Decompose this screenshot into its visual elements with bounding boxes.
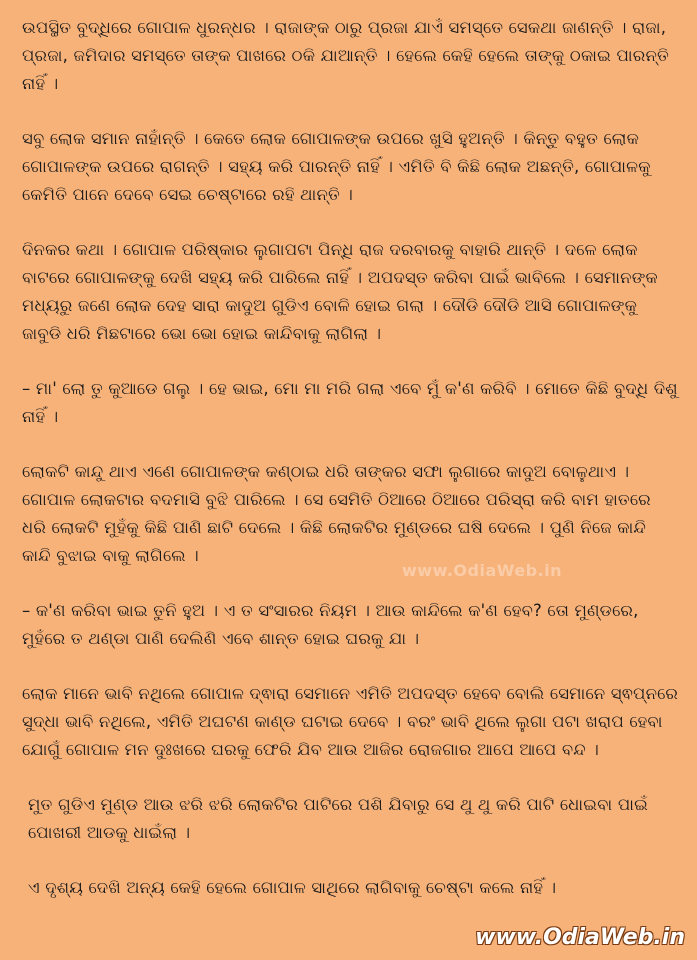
paragraph-5: ଲୋକଟି କାନ୍ଦୁ ଥାଏ ଏଣେ ଗୋପାଳଙ୍କ କଣ୍ଠାଇ ଧରି ତାଙ୍କର ସଫା ଲୁଗାରେ କାଦୁଅ ବୋଳୁଥାଏ । ଗୋପାଳ ଲୋକଟାର ବଦମାସି ବୁଝି ପାରିଲେ । ସେ ସେମିତି ଠିଆରେ ଠିଆରେ ପରିସ୍ରା କରି ବାମ ହାତରେ ଧରି ଲୋକଟି ମୁହଁକୁ କିଛି ପାଣି ଛାଟି ଦେଲେ । କିଛି ଲୋକଟିର ମୁଣ୍ଡରେ ଘଷି ଦେଲେ । ପୁଣି ନିଜେ କାନ୍ଦି କାନ୍ଦି ବୁଝାଇ ବାକୁ ଲାଗିଲେ । (22, 462, 651, 565)
paragraph-7: ଲୋକ ମାନେ ଭାବି ନଥିଲେ ଗୋପାଳ ଦ୍ଵାରା ସେମାନେ ଏମିତି ଅପଦସ୍ତ ହେବେ ବୋଲି ସେମାନେ ସ୍ଵପ୍ନରେ ସୁଦ୍ଧା ଭାବି ନଥିଲେ, ଏମିତି ଅଘଟଣ କାଣ୍ଡ ଘଟାଇ ଦେବେ । ବରଂ ଭାବି ଥିଲେ ଲୁଗା ପଟା ଖରାପ ହେବା ଯୋଗୁଁ ଗୋପାଳ ମନ ଦୁଃଖରେ ଘରକୁ ଫେରି ଯିବ ଆଉ ଆଜିର ରୋଜଗାର ଆପେ ଆପେ ବନ୍ଦ । (22, 684, 679, 759)
paragraph-6: – କ'ଣ କରିବା ଭାଇ ତୁନି ହୁଅ । ଏ ତ ସଂସାରର ନିୟମ । ଆଉ କାନ୍ଦିଲେ କ'ଣ ହେବ? ତୋ ମୁଣ୍ଡରେ, ମୁହଁରେ ତ ଥଣ୍ଡା ପାଣି ଦେଲିଣି ଏବେ ଶାନ୍ତ ହୋଇ ଘରକୁ ଯା । (22, 601, 639, 648)
paragraph-1: ଉପସ୍ଥିତ ବୁଦ୍ଧିରେ ଗୋପାଳ ଧୁରନ୍ଧର । ରାଜାଙ୍କ ଠାରୁ ପ୍ରଜା ଯାଏଁ ସମସ୍ତେ ସେକଥା ଜାଣନ୍ତି । ରାଜା, ପ୍ରଜା, ଜମିଦାର ସମସ୍ତେ ତାଙ୍କ ପାଖରେ ଠକି ଯାଆନ୍ତି । ହେଲେ କେହି ହେଲେ ତାଙ୍କୁ ଠକାଇ ପାରନ୍ତି ନାହିଁ । (22, 18, 670, 93)
paragraph-8: ମୁତ ଗୁଡିଏ ମୁଣ୍ଡ ଆଉ ଝରି ଝରି ଲୋକଟିର ପାଟିରେ ପଶି ଯିବାରୁ ସେ ଥୁ ଥୁ କରି ପାଟି ଧୋଇବା ପାଇଁ ପୋଖରୀ ଆଡକୁ ଧାଇଁଲା । (28, 795, 649, 842)
watermark-bottom-logo[interactable]: www.OdiaWeb.in (475, 925, 685, 950)
paragraph-4: – ମା' ଲୋ ତୁ କୁଆଡେ ଗଲୁ । ହେ ଭାଇ, ମୋ ମା ମରି ଗଲା ଏବେ ମୁଁ କ'ଣ କରିବି । ମୋତେ କିଛି ବୁଦ୍ଧି ଦିଶୁ ନାହିଁ । (22, 379, 678, 426)
paragraph-2: ସବୁ ଲୋକ ସମାନ ନାହାଁନ୍ତି । କେତେ ଲୋକ ଗୋପାଳଙ୍କ ଉପରେ ଖୁସି ହୁଅନ୍ତି । କିନ୍ତୁ ବହୁତ ଲୋକ ଗୋପାଳଙ୍କ ଉପରେ ରାଗନ୍ତି । ସହ୍ୟ କରି ପାରନ୍ତି ନାହିଁ । ଏମିତି ବି କିଛି ଲୋକ ଅଛନ୍ତି, ଗୋପାଳକୁ କେମିତି ପାନେ ଦେବେ ସେଇ ଚେଷ୍ଟାରେ ରହି ଥାନ୍ତି । (22, 129, 651, 204)
paragraph-3: ଦିନକର କଥା । ଗୋପାଳ ପରିଷ୍କାର ଲୁଗାପଟା ପିନ୍ଧି ରାଜ ଦରବାରକୁ ବାହାରି ଥାନ୍ତି । ଦଳେ ଲୋକ ବାଟରେ ଗୋପାଳଙ୍କୁ ଦେଖି ସହ୍ୟ କରି ପାରିଲେ ନାହିଁ । ଅପଦସ୍ତ କରିବା ପାଇଁ ଭାବିଲେ । ସେମାନଙ୍କ ମଧ୍ୟରୁ ଜଣେ ଲୋକ ଦେହ ସାରା କାଦୁଅ ଗୁଡିଏ ବୋଳି ହୋଇ ଗଲା । ଦୌଡି ଦୌଡି ଆସି ଗୋପାଳଙ୍କୁ ଜାବୁଡି ଧରି ମିଛଟାରେ ଭୋ ଭୋ ହୋଇ କାନ୍ଦିବାକୁ ଲାଗିଲା । (22, 240, 658, 343)
watermark-center-text: www.OdiaWeb.in (402, 561, 563, 580)
paragraph-9: ଏ ଦୃଶ୍ୟ ଦେଖି ଅନ୍ୟ କେହି ହେଲେ ଗୋପାଳ ସାଥିରେ ଲାଗିବାକୁ ଚେଷ୍ଟା କଲେ ନାହିଁ । (28, 878, 557, 897)
